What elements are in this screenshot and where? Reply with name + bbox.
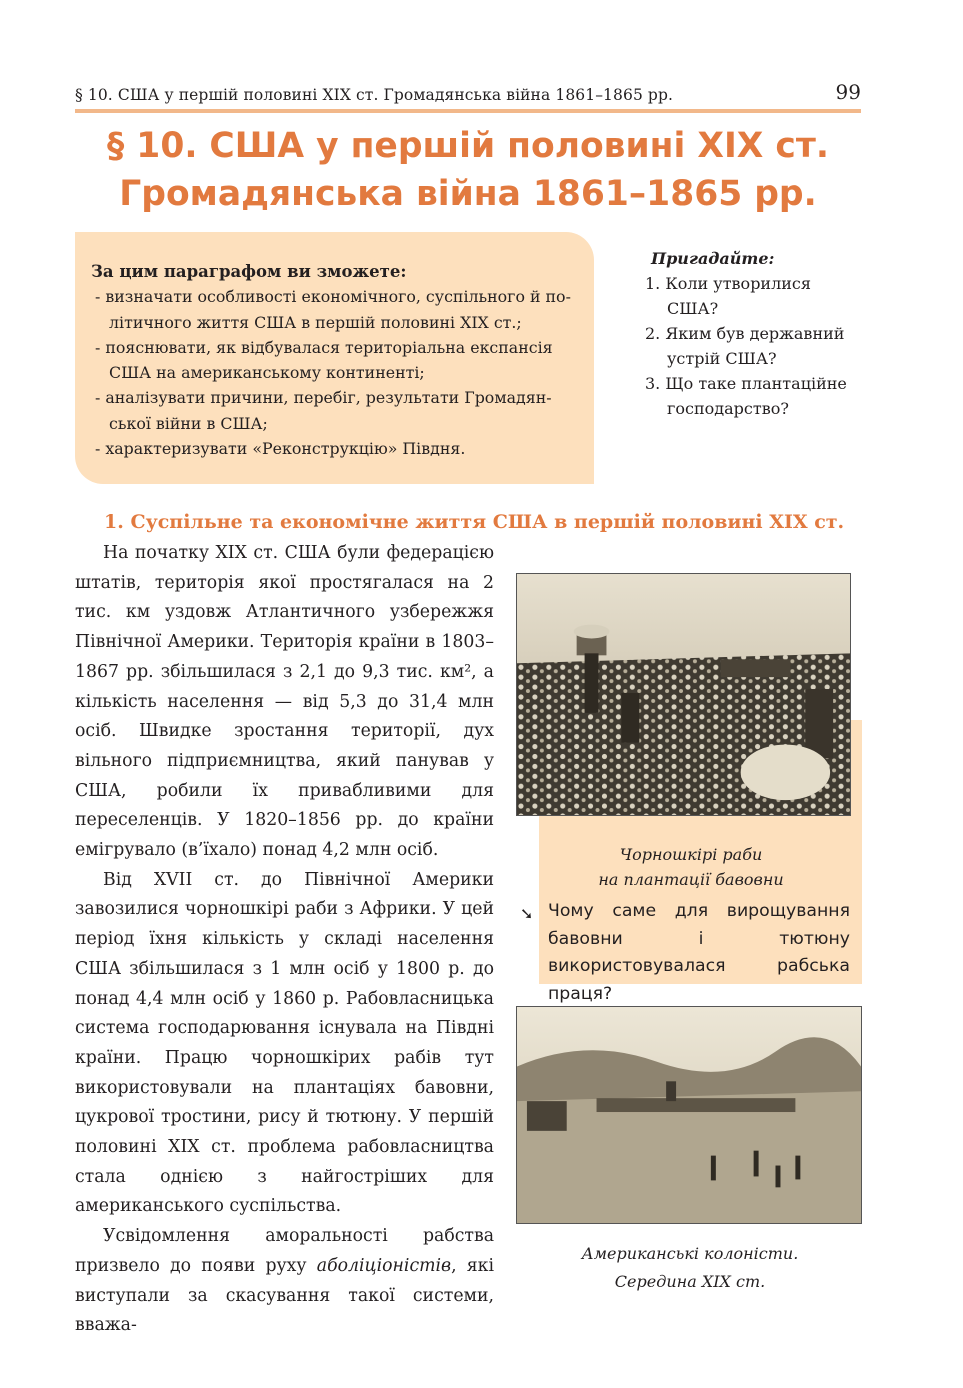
goals-heading: За цим параграфом ви зможете:	[91, 262, 407, 281]
caption-line: на плантації бавовни	[598, 870, 784, 889]
learning-goals-box	[75, 232, 594, 484]
recall-heading: Пригадайте:	[651, 249, 775, 268]
question-text: Чому саме для вирощування бавовни і тютюну використовувалася рабська праця?	[548, 901, 850, 1004]
goals-line: - характеризувати «Реконструкцію» Півдня.	[95, 439, 466, 459]
title-line-2: Громадянська війна 1861–1865 рр.	[119, 174, 817, 214]
goals-line: - визначати особливості економічного, суспільного й по-	[95, 287, 571, 307]
figure1-question	[520, 898, 850, 1008]
goals-list	[91, 284, 578, 461]
goals-line: США на американському континенті;	[109, 363, 425, 383]
goals-line: - пояснювати, як відбувалася територіальна експансія	[95, 337, 553, 357]
header-rule	[75, 109, 861, 113]
recall-box	[645, 246, 865, 421]
goals-line: - аналізувати причини, перебіг, результати Громадян-	[95, 388, 552, 408]
figure1-caption	[539, 842, 843, 892]
photo-american-colonists	[516, 1006, 862, 1224]
recall-item: 2. Яким був державний устрій США?	[645, 324, 845, 368]
paragraph-text: Усвідомлення аморальності рабства призвело до появи руху	[75, 1226, 494, 1276]
paragraph: Від XVII ст. до Північної Америки завозилися чорношкірі раби з Африки. У цей період їхня кількість у складі населення США збільшилася з 1 млн осіб у 1800 р. до понад 4,4 млн осіб у 1860 р. Рабовласницька система господарювання існувала на Півдні країни. Працю чорношкірих рабів тут використовували на плантаціях бавовни, цукрової тростини, рису й тютюну. У першій половині ХІХ ст. проблема рабовласництва стала однією з найгостріших для американського суспільства.	[75, 869, 494, 1217]
body-text	[75, 539, 494, 1341]
page-number: 99	[835, 80, 861, 104]
running-header: § 10. США у першій половині ХІХ ст. Громадянська війна 1861–1865 рр.	[75, 86, 674, 104]
arrow-down-right-icon: ➘	[520, 904, 534, 923]
page-title	[75, 122, 861, 218]
photo-cotton-plantation	[516, 573, 851, 816]
figure2-caption	[520, 1240, 860, 1296]
paragraph	[75, 1222, 494, 1341]
paragraph-text: , які виступали за скасування такої системи, вважа-	[75, 1255, 494, 1336]
term-abolitionists: аболіціоністів	[316, 1255, 452, 1276]
goals-line: літичного життя США в першій половині ХІХ ст.;	[109, 312, 522, 332]
recall-item: 3. Що таке плантаційне господарство?	[645, 374, 847, 418]
caption-line: Американські колоністи.	[581, 1244, 799, 1263]
caption-line: Чорношкірі раби	[619, 845, 763, 864]
paragraph: На початку ХІХ ст. США були федерацією штатів, територія якої простягалася на 2 тис. км уздовж Атлантичного узбережжя Північної Америки. Територія країни в 1803–1867 рр. збільшилася з 2,1 до 9,3 тис. км², а кількість населення — від 5,3 до 31,4 млн осіб. Швидке зростання території, дух вільного підприємництва, який панував у США, робили їх привабливими для переселенців. У 1820–1856 рр. до країни емігрувало (в’їхало) понад 4,2 млн осіб.	[75, 543, 494, 861]
goals-line: ської війни в США;	[109, 413, 268, 433]
caption-line: Середина ХІХ ст.	[614, 1272, 766, 1291]
recall-item: 1. Коли утворилися США?	[645, 274, 811, 318]
section-heading: 1. Суспільне та економічне життя США в першій половині ХІХ ст.	[104, 511, 845, 533]
title-line-1: § 10. США у першій половині ХІХ ст.	[107, 126, 829, 166]
